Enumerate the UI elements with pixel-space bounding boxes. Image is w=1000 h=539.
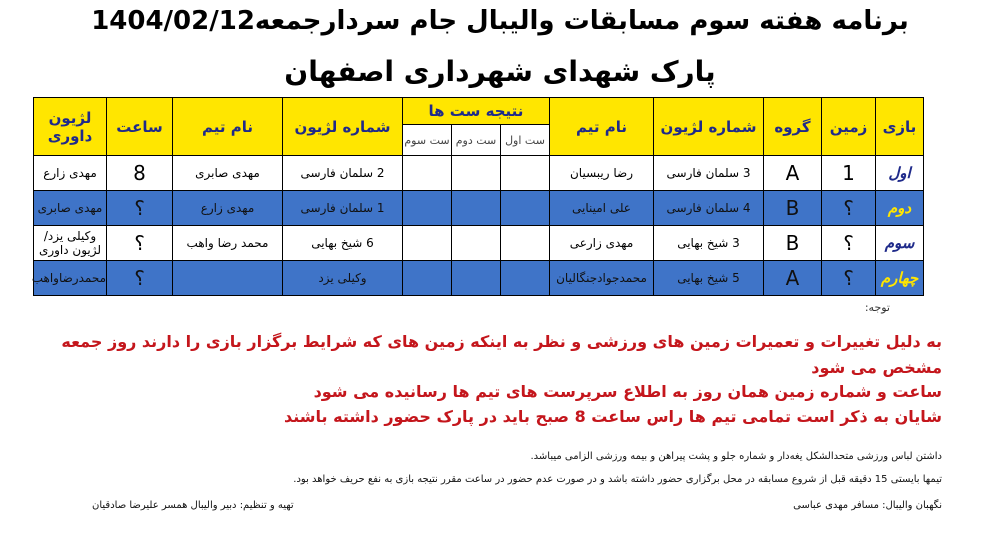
header-team-name-2: نام تیم — [173, 98, 283, 156]
cell-legion-1: 4 سلمان فارسی — [654, 191, 764, 226]
cell-set-2 — [452, 261, 501, 296]
small-note-2: تیمها بایستی 15 دقیقه قبل از شروع مسابقه در محل برگزاری حضور داشته باشد و در صورت عدم حضور در ساعت مقرر نتیجه بازی به نفع حریف خواهد بود. — [293, 474, 942, 485]
header-team-name: نام تیم — [550, 98, 654, 156]
header-referee-legion: لژیون داوری — [34, 98, 107, 156]
footer-left: تهیه و تنظیم: دبیر والیبال همسر علیرضا صادقیان — [92, 500, 294, 511]
header-zamin: زمین — [822, 98, 876, 156]
cell-team-1: محمدجوادجنگالیان — [550, 261, 654, 296]
cell-set-2 — [452, 191, 501, 226]
table-row — [34, 156, 924, 191]
cell-bazi: دوم — [876, 191, 924, 226]
cell-bazi: اول — [876, 156, 924, 191]
cell-team-1: رضا ریبسیان — [550, 156, 654, 191]
page-title: برنامه هفته سوم مسابقات والیبال جام سردارجمعه1404/02/12 — [91, 6, 909, 36]
cell-set-1 — [501, 156, 550, 191]
schedule-table — [33, 97, 924, 296]
header-hour: ساعت — [107, 98, 173, 156]
header-set-results: نتیجه ست ها — [403, 98, 550, 125]
cell-referee: وکیلی یزد/ لژیون داوری — [34, 226, 107, 261]
cell-referee: محمدرضاواهب — [34, 261, 107, 296]
page-subtitle: پارک شهدای شهرداری اصفهان — [284, 55, 716, 88]
table-row — [34, 261, 924, 296]
red-note-1: به دلیل تغییرات و تعمیرات زمین های ورزشی و نظر به اینکه زمین های که شرایط برگزار بازی را دارند روز جمعه مشخص می شود — [61, 332, 942, 377]
table-row — [34, 226, 924, 261]
cell-legion-1: 3 شیخ بهایی — [654, 226, 764, 261]
red-note-2: ساعت و شماره زمین همان روز به اطلاع سرپرست های تیم ها رسانیده می شود — [313, 382, 942, 401]
cell-bazi: سوم — [876, 226, 924, 261]
cell-legion-2: 2 سلمان فارسی — [283, 156, 403, 191]
cell-zamin: ؟ — [822, 261, 876, 296]
cell-hour: ؟ — [107, 261, 173, 296]
header-set-2: ست دوم — [452, 125, 501, 156]
cell-set-1 — [501, 261, 550, 296]
cell-team-2 — [173, 261, 283, 296]
cell-hour: ؟ — [107, 226, 173, 261]
cell-group: B — [764, 191, 822, 226]
cell-hour: 8 — [107, 156, 173, 191]
red-note-3: شایان به ذکر است تمامی تیم ها راس ساعت 8 صبح باید در پارک حضور داشته باشند — [284, 407, 942, 426]
note-label: توجه: — [864, 301, 890, 314]
cell-legion-2: 1 سلمان فارسی — [283, 191, 403, 226]
cell-referee: مهدی صابری — [34, 191, 107, 226]
cell-team-1: مهدی زارعی — [550, 226, 654, 261]
cell-team-2: محمد رضا واهب — [173, 226, 283, 261]
header-group: گروه — [764, 98, 822, 156]
cell-team-1: علی امینایی — [550, 191, 654, 226]
cell-zamin: ؟ — [822, 226, 876, 261]
cell-legion-1: 5 شیخ بهایی — [654, 261, 764, 296]
cell-legion-1: 3 سلمان فارسی — [654, 156, 764, 191]
header-set-3: ست سوم — [403, 125, 452, 156]
cell-set-3 — [403, 191, 452, 226]
cell-team-2: مهدی زارع — [173, 191, 283, 226]
cell-group: A — [764, 156, 822, 191]
cell-set-3 — [403, 156, 452, 191]
header-legion-number-2: شماره لژیون — [283, 98, 403, 156]
cell-set-3 — [403, 226, 452, 261]
cell-group: B — [764, 226, 822, 261]
cell-set-2 — [452, 156, 501, 191]
footer-right: نگهبان والیبال: مسافر مهدی عباسی — [793, 500, 942, 511]
cell-set-2 — [452, 226, 501, 261]
header-bazi: بازی — [876, 98, 924, 156]
cell-zamin: 1 — [822, 156, 876, 191]
cell-set-1 — [501, 226, 550, 261]
cell-hour: ؟ — [107, 191, 173, 226]
cell-group: A — [764, 261, 822, 296]
cell-referee: مهدی زارع — [34, 156, 107, 191]
header-legion-number: شماره لژیون — [654, 98, 764, 156]
cell-team-2: مهدی صابری — [173, 156, 283, 191]
cell-set-1 — [501, 191, 550, 226]
cell-set-3 — [403, 261, 452, 296]
cell-bazi: چهارم — [876, 261, 924, 296]
cell-legion-2: وکیلی یزد — [283, 261, 403, 296]
cell-zamin: ؟ — [822, 191, 876, 226]
cell-legion-2: 6 شیخ بهایی — [283, 226, 403, 261]
table-row — [34, 191, 924, 226]
small-note-1: داشتن لباس ورزشی متحدالشکل یغه‌دار و شماره جلو و پشت پیراهن و بیمه ورزشی الزامی میباشد. — [530, 451, 942, 462]
header-set-1: ست اول — [501, 125, 550, 156]
